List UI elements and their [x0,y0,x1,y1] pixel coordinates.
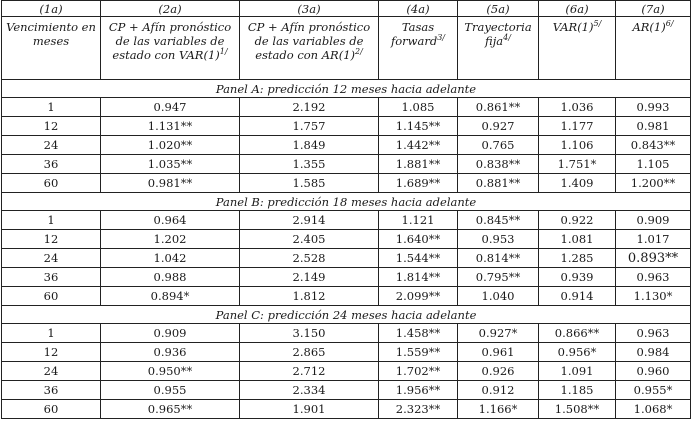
value-cell: 2.914 [240,211,379,230]
value-cell: 0.866** [539,324,616,343]
column-header [616,17,691,80]
value-cell: 0.914 [539,287,616,306]
table-row [2,117,691,136]
value-cell: 1.130* [616,287,691,306]
panel-title: Panel A: predicción 12 meses hacia adelante [2,80,691,98]
value-cell: 2.405 [240,230,379,249]
table-row [2,362,691,381]
value-cell: 0.845** [458,211,539,230]
maturity-cell: 60 [2,400,101,419]
value-cell: 0.912 [458,381,539,400]
table-row [2,230,691,249]
value-cell: 0.922 [539,211,616,230]
value-cell: 1.081 [539,230,616,249]
value-cell: 1.849 [240,136,379,155]
value-cell: 1.145** [379,117,458,136]
value-cell: 0.953 [458,230,539,249]
value-cell: 1.757 [240,117,379,136]
maturity-cell: 36 [2,155,101,174]
column-header-label: CP + Afín pronóstico de las variables de estado con VAR(1) [108,20,232,62]
value-cell: 0.950** [101,362,240,381]
value-cell: 1.585 [240,174,379,193]
maturity-cell: 1 [2,98,101,117]
value-cell: 2.712 [240,362,379,381]
column-number: (1a) [2,1,101,17]
maturity-cell: 24 [2,362,101,381]
value-cell: 1.559** [379,343,458,362]
value-cell: 3.150 [240,324,379,343]
column-header-label: VAR(1) [552,20,594,34]
value-cell: 1.812 [240,287,379,306]
table-row [2,211,691,230]
column-header-label: AR(1) [632,20,666,34]
column-header [379,17,458,80]
value-cell: 0.936 [101,343,240,362]
value-cell: 0.939 [539,268,616,287]
table-row [2,381,691,400]
maturity-cell: 60 [2,287,101,306]
value-cell: 1.458** [379,324,458,343]
value-cell: 0.795** [458,268,539,287]
value-cell: 0.961 [458,343,539,362]
footnote-marker: 6/ [665,19,674,29]
value-cell: 2.149 [240,268,379,287]
column-number: (4a) [379,1,458,17]
value-cell: 1.881** [379,155,458,174]
value-cell: 1.442** [379,136,458,155]
footnote-marker: 1/ [219,47,228,57]
column-header-label: CP + Afín pronóstico de las variables de estado con AR(1) [247,20,371,62]
value-cell: 1.085 [379,98,458,117]
column-number: (7a) [616,1,691,17]
panel-title: Panel C: predicción 24 meses hacia adelante [2,306,691,324]
value-cell: 1.202 [101,230,240,249]
value-cell: 0.909 [101,324,240,343]
table-row [2,324,691,343]
value-cell: 0.993 [616,98,691,117]
value-cell: 1.640** [379,230,458,249]
column-header [240,17,379,80]
value-cell: 2.099** [379,287,458,306]
value-cell: 1.042 [101,249,240,268]
value-cell: 1.106 [539,136,616,155]
value-cell: 2.865 [240,343,379,362]
value-cell: 1.751* [539,155,616,174]
value-cell: 0.964 [101,211,240,230]
footnote-marker: 2/ [355,47,363,57]
value-cell: 0.981** [101,174,240,193]
value-cell: 1.121 [379,211,458,230]
footnote-marker: 5/ [593,19,602,29]
table-row [2,249,691,268]
value-cell: 1.409 [539,174,616,193]
value-cell: 0.893** [616,249,691,268]
column-header [2,17,101,80]
column-header-label: Tasas forward [390,20,438,48]
value-cell: 0.894* [101,287,240,306]
value-cell: 0.984 [616,343,691,362]
value-cell: 0.843** [616,136,691,155]
maturity-cell: 1 [2,211,101,230]
table-row [2,400,691,419]
value-cell: 1.508** [539,400,616,419]
column-header [458,17,539,80]
value-cell: 0.881** [458,174,539,193]
value-cell: 0.926 [458,362,539,381]
maturity-cell: 36 [2,268,101,287]
column-header-label: Vencimiento en meses [6,20,96,48]
maturity-cell: 12 [2,230,101,249]
value-cell: 0.909 [616,211,691,230]
footnote-marker: 4/ [503,33,511,43]
value-cell: 0.814** [458,249,539,268]
maturity-cell: 24 [2,249,101,268]
value-cell: 0.963 [616,324,691,343]
panel-title: Panel B: predicción 18 meses hacia adelante [2,193,691,211]
column-header [101,17,240,80]
value-cell: 1.956** [379,381,458,400]
value-cell: 0.981 [616,117,691,136]
column-number: (6a) [539,1,616,17]
column-header-label: Trayectoria fija [464,20,532,48]
value-cell: 1.814** [379,268,458,287]
maturity-cell: 12 [2,343,101,362]
value-cell: 0.956* [539,343,616,362]
value-cell: 1.040 [458,287,539,306]
value-cell: 1.702** [379,362,458,381]
table-row [2,155,691,174]
value-cell: 1.285 [539,249,616,268]
table-row [2,343,691,362]
value-cell: 0.960 [616,362,691,381]
value-cell: 1.166* [458,400,539,419]
table-body [2,80,691,419]
maturity-cell: 24 [2,136,101,155]
value-cell: 2.528 [240,249,379,268]
value-cell: 1.355 [240,155,379,174]
value-cell: 2.192 [240,98,379,117]
value-cell: 2.323** [379,400,458,419]
value-cell: 1.035** [101,155,240,174]
column-number: (2a) [101,1,240,17]
value-cell: 0.765 [458,136,539,155]
value-cell: 0.955* [616,381,691,400]
column-number-row [2,1,691,17]
value-cell: 1.020** [101,136,240,155]
maturity-cell: 12 [2,117,101,136]
value-cell: 1.544** [379,249,458,268]
panel-header-row [2,80,691,98]
table-row [2,268,691,287]
footnote-marker: 3/ [437,33,446,43]
value-cell: 0.947 [101,98,240,117]
value-cell: 1.901 [240,400,379,419]
column-header [539,17,616,80]
table-row [2,174,691,193]
value-cell: 0.927* [458,324,539,343]
value-cell: 1.177 [539,117,616,136]
panel-header-row [2,306,691,324]
table-row [2,98,691,117]
value-cell: 0.838** [458,155,539,174]
column-header-row [2,17,691,80]
value-cell: 1.068* [616,400,691,419]
value-cell: 0.955 [101,381,240,400]
table-row [2,136,691,155]
table-row [2,287,691,306]
value-cell: 1.017 [616,230,691,249]
value-cell: 1.689** [379,174,458,193]
value-cell: 1.091 [539,362,616,381]
value-cell: 2.334 [240,381,379,400]
value-cell: 1.105 [616,155,691,174]
panel-header-row [2,193,691,211]
value-cell: 0.988 [101,268,240,287]
value-cell: 0.963 [616,268,691,287]
value-cell: 0.927 [458,117,539,136]
maturity-cell: 60 [2,174,101,193]
maturity-cell: 36 [2,381,101,400]
value-cell: 0.965** [101,400,240,419]
value-cell: 0.861** [458,98,539,117]
column-number: (5a) [458,1,539,17]
maturity-cell: 1 [2,324,101,343]
value-cell: 1.185 [539,381,616,400]
value-cell: 1.200** [616,174,691,193]
column-number: (3a) [240,1,379,17]
value-cell: 1.036 [539,98,616,117]
value-cell: 1.131** [101,117,240,136]
forecast-comparison-table [1,0,691,419]
